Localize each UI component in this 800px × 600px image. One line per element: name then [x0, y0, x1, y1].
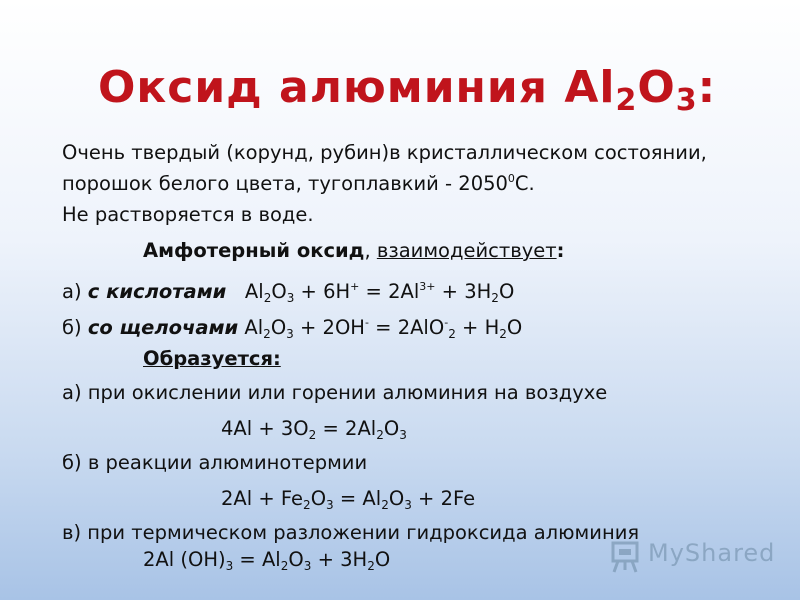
- property-line-hardness: Очень твердый (корунд, рубин)в кристаллическом состоянии,: [62, 141, 707, 164]
- watermark-logo: [608, 538, 776, 574]
- formation-decomposition: в) при термическом разложении гидроксида алюминия: [62, 521, 640, 544]
- equation-decomposition: 2Al $(OH)_3 = Al_2O_3 + 3H_2O$: [143, 548, 391, 573]
- equation-aluminothermy: $2Al + Fe_2O_3 = Al_2O_3 + 2Fe$: [221, 487, 476, 512]
- reaction-with-alkalis: б) со щелочами $Al_2O_3 + 2OH^- = 2AlO^-_2 + H_2O$: [62, 316, 523, 341]
- watermark-text: MyShared: [648, 539, 776, 567]
- reaction-with-acids: а) с кислотами $Al_2O_3 + 6H^+ = 2Al^{3+} + 3H_2O$: [62, 280, 515, 305]
- presentation-board-icon: [608, 538, 644, 574]
- formation-oxidation: а) при окислении или горении алюминия на воздухе: [62, 381, 608, 404]
- slide-title: Оксид алюминия $Al_2O_3$:: [98, 62, 717, 118]
- property-line-solubility: Не растворяется в воде.: [62, 203, 314, 226]
- equation-oxidation: $4Al + 3O_2 = 2Al_2O_3$: [221, 417, 407, 442]
- formation-aluminothermy: б) в реакции алюминотермии: [62, 451, 368, 474]
- property-line-powder: порошок белого цвета, тугоплавкий - 2050$^0$C.: [62, 172, 535, 195]
- amphoteric-heading: Амфотерный оксид, взаимодействует:: [143, 239, 565, 262]
- formed-heading: Образуется:: [143, 347, 281, 370]
